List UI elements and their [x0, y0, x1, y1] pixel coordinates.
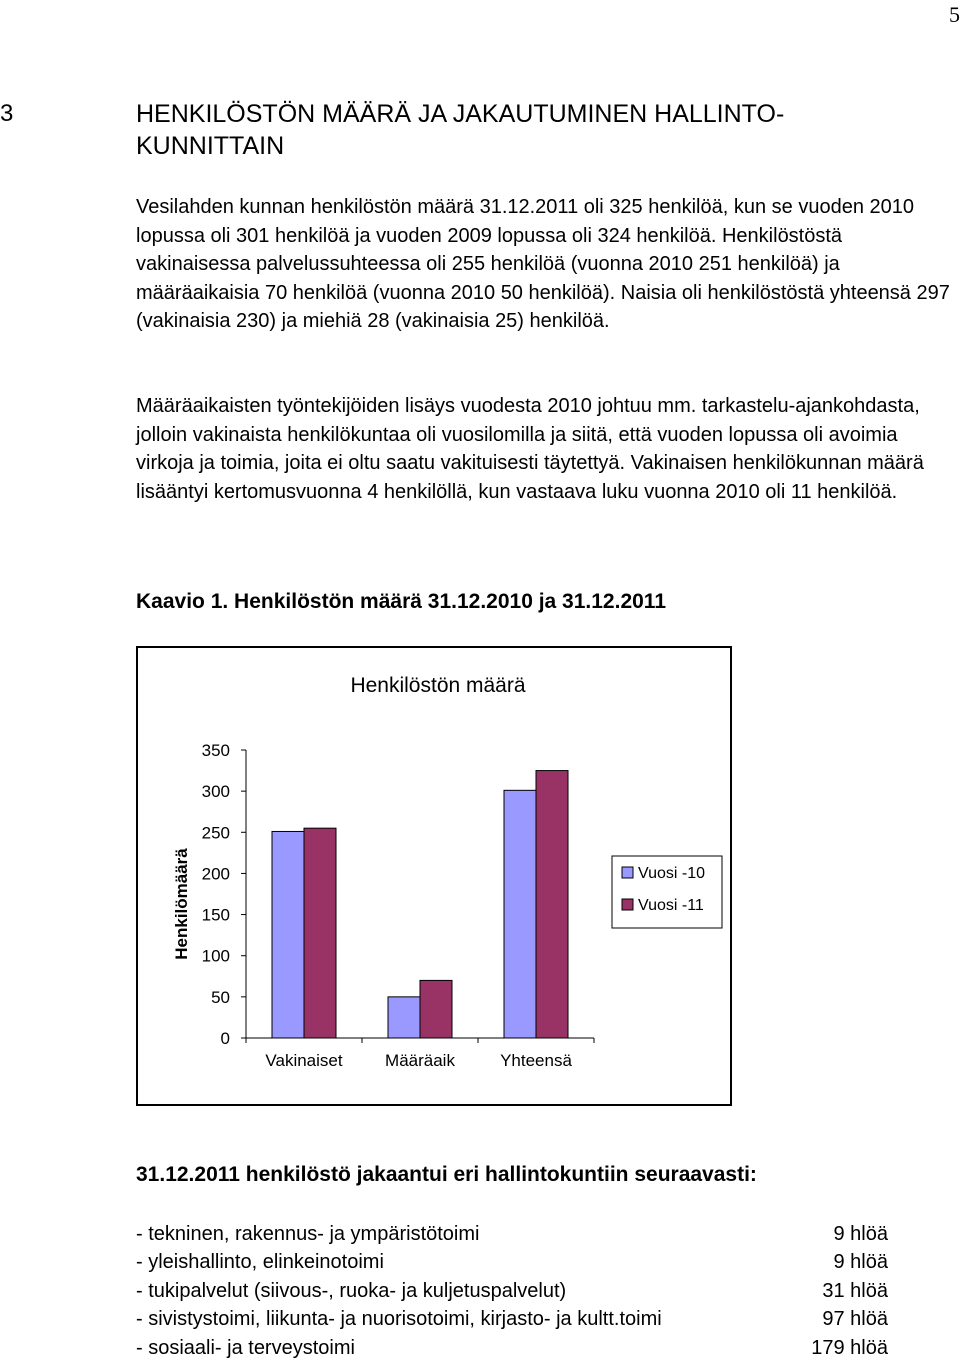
bar: [304, 828, 336, 1038]
y-tick-label: 0: [220, 1029, 230, 1048]
y-tick-label: 250: [201, 823, 230, 843]
list-item: [136, 1334, 888, 1362]
legend-swatch: [622, 867, 633, 878]
list-item-label: - yleishallinto, elinkeinotoimi: [136, 1251, 384, 1274]
x-tick-label: Määräaik: [385, 1051, 455, 1070]
section-title-line2: KUNNITTAIN: [136, 132, 285, 160]
legend-label: Vuosi -11: [638, 897, 704, 914]
legend-label: Vuosi -10: [638, 865, 705, 882]
section-title: [136, 98, 936, 162]
list-item-value: 97 hlöä: [822, 1308, 888, 1331]
section-title-line1: HENKILÖSTÖN MÄÄRÄ JA JAKAUTUMINEN HALLINTO-: [136, 100, 785, 128]
paragraph-staff-count: Vesilahden kunnan henkilöstön määrä 31.12.2011 oli 325 henkilöä, kun se vuoden 2010 lopussa oli 301 henkilöä ja vuoden 2009 lopussa oli 324 henkilöä. Henkilöstöstä vakinaisessa palvelussuhteessa oli 255 henkilöä (vuonna 2010 251 henkilöä) ja määräaikaisia 70 henkilöä (vuonna 2010 50 henkilöä). Naisia oli henkilöstöstä yhteensä 297 (vakinaisia 230) ja miehiä 28 (vakinaisia 25) henkilöä.: [136, 196, 950, 333]
list-item: [136, 1277, 888, 1305]
x-tick-label: Yhteensä: [500, 1051, 572, 1070]
y-tick-label: 300: [201, 782, 230, 802]
staff-chart-svg: [138, 648, 730, 1104]
bar: [504, 790, 536, 1038]
y-tick-label: 150: [201, 905, 230, 925]
staff-chart: [136, 646, 732, 1106]
list-item: [136, 1248, 888, 1276]
y-tick-label: 200: [201, 864, 230, 884]
list-item-label: - tekninen, rakennus- ja ympäristötoimi: [136, 1223, 480, 1245]
distribution-heading: 31.12.2011 henkilöstö jakaantui eri hallintokuntiin seuraavasti:: [136, 1163, 757, 1186]
x-tick-label: Vakinaiset: [265, 1051, 343, 1070]
list-item: [136, 1305, 888, 1333]
list-item-label: - tukipalvelut (siivous-, ruoka- ja kuljetuspalvelut): [136, 1279, 567, 1302]
page-number: 5: [949, 2, 960, 27]
paragraph-fixed-term: Määräaikaisten työntekijöiden lisäys vuodesta 2010 johtuu mm. tarkastelu-ajankohdasta, jolloin vakinaista henkilökuntaa oli vuosilomilla ja siitä, että vuoden lopussa oli avoimia virkoja ja toimia, joita ei oltu saatu vakituisesti täytettyä. Vakinaisen henkilökunnan määrä lisääntyi kertomusvuonna 4 henkilöllä, kun vastaava luku vuonna 2010 oli 11 henkilöä.: [136, 395, 924, 503]
list-item-label: - sivistystoimi, liikunta- ja nuorisotoimi, kirjasto- ja kultt.toimi: [136, 1308, 662, 1331]
y-tick-label: 100: [201, 946, 230, 966]
bar: [420, 980, 452, 1038]
y-tick-label: 50: [211, 987, 230, 1007]
legend-swatch: [622, 899, 633, 910]
y-axis-label: Henkilömäärä: [172, 848, 191, 960]
distribution-list: [136, 1220, 888, 1362]
y-tick-label: 350: [201, 741, 230, 760]
section-number: 3: [0, 100, 14, 127]
list-item-label: - sosiaali- ja terveystoimi: [136, 1336, 355, 1359]
bar: [388, 997, 420, 1038]
bar: [536, 771, 568, 1038]
list-item-value: 9 hlöä: [833, 1251, 888, 1274]
list-item-value: 179 hlöä: [811, 1336, 888, 1359]
chart-title: Henkilöstön määrä: [350, 674, 526, 697]
list-item-value: 31 hlöä: [822, 1279, 888, 1302]
chart-caption: Kaavio 1. Henkilöstön määrä 31.12.2010 ja 31.12.2011: [136, 590, 667, 613]
list-item: [136, 1220, 888, 1248]
list-item-value: 9 hlöä: [833, 1223, 888, 1245]
bar: [272, 831, 304, 1038]
